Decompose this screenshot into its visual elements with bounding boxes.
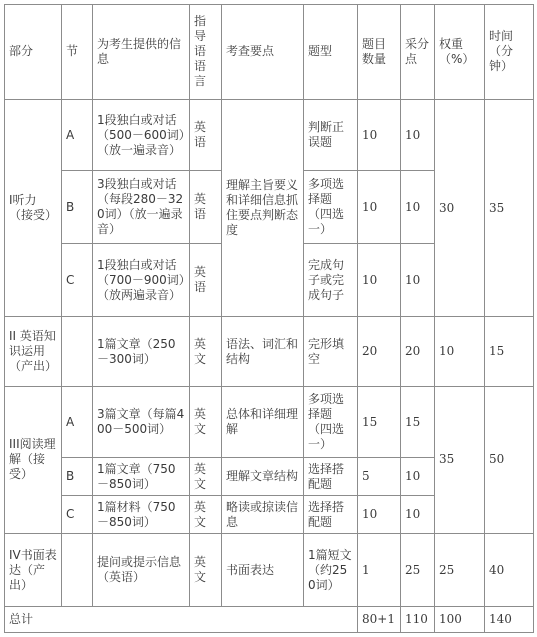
listening-count-c: 10 (358, 243, 401, 317)
listening-type-c: 完成句子或完成句子 (304, 243, 358, 317)
listening-type-a: 判断正误题 (304, 99, 358, 170)
header-part: 部分 (5, 5, 62, 100)
writing-section (62, 533, 93, 607)
reading-count-a: 15 (358, 386, 401, 457)
reading-points-b: 10 (401, 458, 435, 496)
knowledge-count: 20 (358, 317, 401, 386)
reading-key-points-c: 略读或掠读信息 (222, 496, 304, 534)
knowledge-info: 1篇文章（250－300词） (93, 317, 190, 386)
reading-info-b: 1篇文章（750－850词） (93, 458, 190, 496)
total-label: 总计 (5, 607, 358, 633)
reading-time: 50 (485, 386, 534, 533)
header-section: 节 (62, 5, 93, 100)
listening-time: 35 (485, 99, 534, 316)
reading-info-c: 1篇材料（750－850词） (93, 496, 190, 534)
reading-section-b: B (62, 458, 93, 496)
total-time: 140 (485, 607, 534, 633)
knowledge-section (62, 317, 93, 386)
writing-lang: 英文 (190, 533, 222, 607)
writing-count: 1 (358, 533, 401, 607)
reading-type-c: 选择搭配题 (304, 496, 358, 534)
listening-count-a: 10 (358, 99, 401, 170)
reading-part: III阅读理解（接受） (5, 386, 62, 533)
total-count: 80+1 (358, 607, 401, 633)
reading-count-b: 5 (358, 458, 401, 496)
writing-key-points: 书面表达 (222, 533, 304, 607)
knowledge-key-points: 语法、词汇和结构 (222, 317, 304, 386)
reading-section-a: A (62, 386, 93, 457)
header-weight: 权重（%） (435, 5, 485, 100)
reading-info-a: 3篇文章（每篇400－500词） (93, 386, 190, 457)
total-row (5, 607, 534, 633)
writing-time: 40 (485, 533, 534, 607)
writing-weight: 25 (435, 533, 485, 607)
listening-count-b: 10 (358, 171, 401, 244)
header-row (5, 5, 534, 100)
listening-section-c: C (62, 243, 93, 317)
table-row (5, 533, 534, 607)
header-question-type: 题型 (304, 5, 358, 100)
reading-lang-a: 英文 (190, 386, 222, 457)
reading-lang-b: 英文 (190, 458, 222, 496)
listening-info-c: 1段独白或对话（700－900词）（放两遍录音） (93, 243, 190, 317)
reading-type-a: 多项选择题（四选一） (304, 386, 358, 457)
writing-points: 25 (401, 533, 435, 607)
writing-part: IV书面表达（产出） (5, 533, 62, 607)
reading-count-c: 10 (358, 496, 401, 534)
listening-info-a: 1段独白或对话（500－600词）（放一遍录音） (93, 99, 190, 170)
listening-type-b: 多项选择题（四选一） (304, 171, 358, 244)
knowledge-weight: 10 (435, 317, 485, 386)
listening-lang-a: 英语 (190, 99, 222, 170)
listening-section-b: B (62, 171, 93, 244)
reading-key-points-b: 理解文章结构 (222, 458, 304, 496)
reading-section-c: C (62, 496, 93, 534)
writing-type: 1篇短文（约250词） (304, 533, 358, 607)
table-row (5, 386, 534, 457)
listening-key-points: 理解主旨要义和详细信息抓住要点判断态度 (222, 99, 304, 316)
header-key-points: 考查要点 (222, 5, 304, 100)
header-time: 时间（分钟） (485, 5, 534, 100)
table-row (5, 99, 534, 170)
listening-weight: 30 (435, 99, 485, 316)
listening-points-c: 10 (401, 243, 435, 317)
listening-section-a: A (62, 99, 93, 170)
knowledge-type: 完形填空 (304, 317, 358, 386)
listening-lang-b: 英语 (190, 171, 222, 244)
total-weight: 100 (435, 607, 485, 633)
header-score-points: 采分点 (401, 5, 435, 100)
header-info: 为考生提供的信息 (93, 5, 190, 100)
writing-info: 提问或提示信息（英语） (93, 533, 190, 607)
reading-type-b: 选择搭配题 (304, 458, 358, 496)
knowledge-part: II 英语知识运用（产出） (5, 317, 62, 386)
header-question-count: 题目数量 (358, 5, 401, 100)
listening-points-b: 10 (401, 171, 435, 244)
total-points: 110 (401, 607, 435, 633)
listening-points-a: 10 (401, 99, 435, 170)
listening-lang-c: 英语 (190, 243, 222, 317)
table-row (5, 317, 534, 386)
knowledge-lang: 英文 (190, 317, 222, 386)
listening-part: I听力（接受） (5, 99, 62, 316)
knowledge-points: 20 (401, 317, 435, 386)
reading-weight: 35 (435, 386, 485, 533)
knowledge-time: 15 (485, 317, 534, 386)
reading-key-points-a: 总体和详细理解 (222, 386, 304, 457)
listening-info-b: 3段独白或对话（每段280－320词）（放一遍录音） (93, 171, 190, 244)
header-instruction-language: 指导语语言 (190, 5, 222, 100)
reading-points-a: 15 (401, 386, 435, 457)
reading-points-c: 10 (401, 496, 435, 534)
exam-structure-table (4, 4, 534, 633)
reading-lang-c: 英文 (190, 496, 222, 534)
